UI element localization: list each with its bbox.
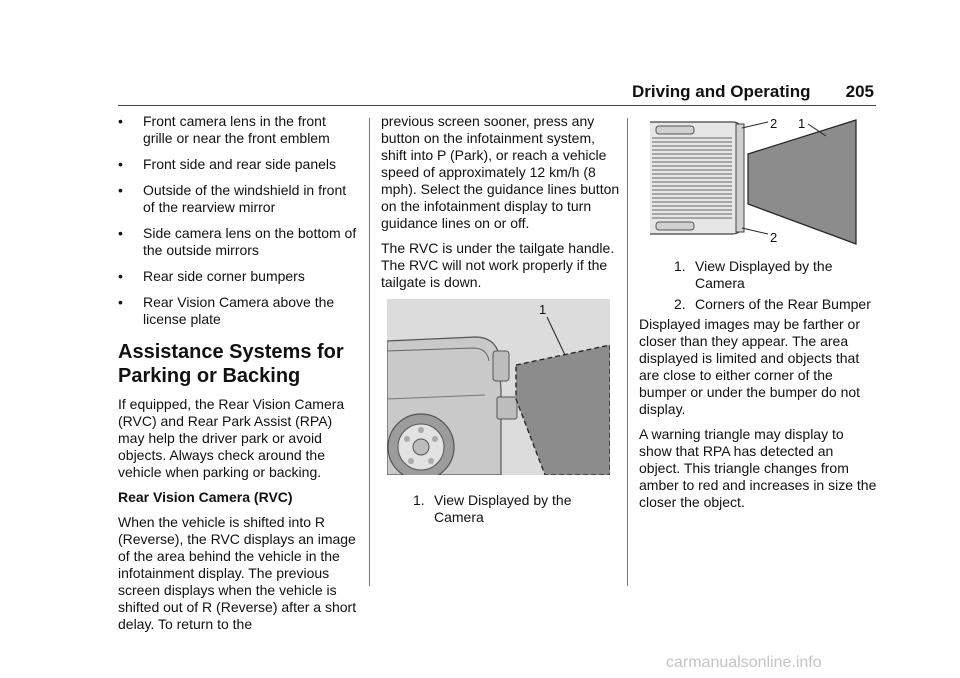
caption-item: 1. View Displayed by the Camera [674,258,833,291]
camera-view-area [748,120,856,244]
header-divider [118,105,876,106]
column-1 [118,113,358,641]
column-divider-1 [369,118,370,586]
callout-label-2-bottom: 2 [770,230,778,245]
list-item: • Front side and rear side panels [118,156,336,172]
wheel-well [656,126,694,134]
rear-camera-figure [387,299,610,475]
figure-caption [674,258,874,317]
list-item: • Side camera lens on the bottom of the outside mirrors [118,225,357,258]
column-divider-2 [627,118,628,586]
list-item: • Rear Vision Camera above the license plate [118,294,335,327]
lug-nut [432,436,438,442]
callout-label-1: 1 [798,116,806,131]
callout-leader [742,228,768,234]
list-item: • Rear side corner bumpers [118,268,305,284]
column-3 [639,316,877,519]
rear-bumper [736,124,744,232]
rear-bumper [497,397,517,419]
list-item: • Outside of the windshield in front of the rearview mirror [118,182,347,215]
callout-label: 1 [539,302,547,317]
lug-nut [418,427,424,433]
subheading: Rear Vision Camera (RVC) [118,489,293,505]
body-paragraph: previous screen sooner, press any button on the infotainment system, shift into P (Park), or reach a vehicle speed of approximately 12 km/h (8 mph). Select the guidance lines button on the infotainment display to turn guidance lines on or off. [381,113,620,231]
lug-nut [408,458,414,464]
body-paragraph: Displayed images may be farther or closer than they appear. The area displayed is limited and objects that are close to either corner of the bumper or under the bumper do not display. [639,316,861,417]
lug-nut [404,436,410,442]
body-paragraph: A warning triangle may display to show that RPA has detected an object. This triangle changes from amber to red and increases in size the closer the object. [639,426,877,510]
section-title: Driving and Operating [632,82,811,101]
callout-leader [742,122,768,128]
intro-paragraph: If equipped, the Rear Vision Camera (RVC) and Rear Park Assist (RPA) may help the driver park or avoid objects. Always check around the vehicle when parking or backing. [118,396,345,480]
wheel-hub [413,439,429,455]
caption-item: 2. Corners of the Rear Bumper [674,296,871,312]
camera-location-list [118,113,358,328]
caption-item: 1. View Displayed by the Camera [413,492,572,525]
section-heading: Assistance Systems for Parking or Backing [118,341,344,387]
body-paragraph: The RVC is under the tailgate handle. The RVC will not work properly if the tailgate is down. [381,240,615,290]
bumper-view-figure [650,116,870,246]
page-number: 205 [845,82,874,101]
tail-light [493,351,509,381]
list-item: • Front camera lens in the front grille or near the front emblem [118,113,330,146]
body-paragraph: When the vehicle is shifted into R (Reverse), the RVC displays an image of the area behind the vehicle in the infotainment display. The previous screen displays when the vehicle is shifted out of R (Reverse) after a short delay. To return to the [118,514,357,632]
wheel-well [656,222,694,230]
lug-nut [428,458,434,464]
watermark: carmanualsonline.info [666,654,822,671]
figure-caption [413,492,613,530]
column-2 [381,113,621,299]
bed-ribs [652,138,732,218]
callout-label-2: 2 [770,116,778,131]
